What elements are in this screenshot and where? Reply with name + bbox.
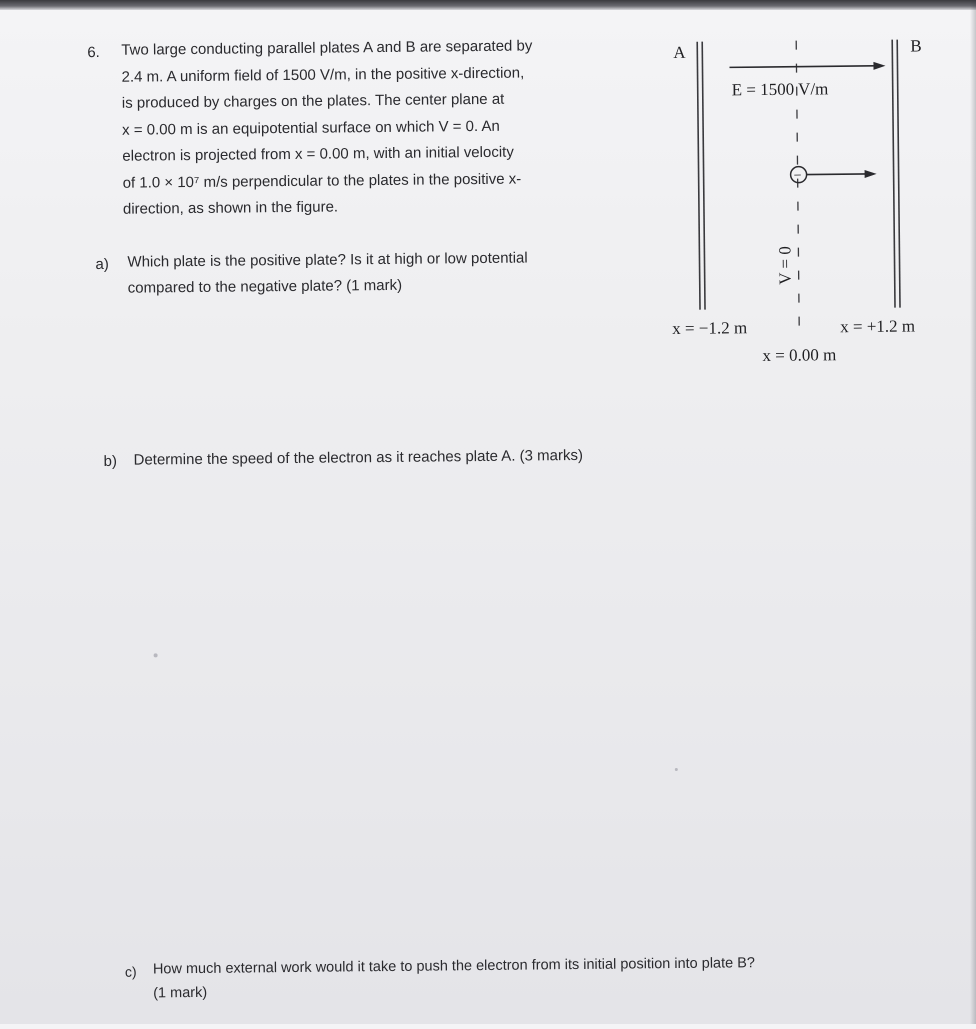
question-number: 6.: [87, 43, 100, 62]
part-a-line: Which plate is the positive plate? Is it at high or low potential: [127, 249, 528, 271]
paper-speck: [154, 653, 158, 657]
center-plane-label: V = 0: [775, 246, 795, 285]
part-c-text: [153, 951, 756, 1005]
intro-line: Two large conducting parallel plates A and B are separated by: [121, 37, 533, 59]
part-c-letter: c): [124, 963, 137, 980]
intro-line: 2.4 m. A uniform field of 1500 V/m, in the positive x-direction,: [121, 64, 525, 86]
field-arrowhead-icon: [873, 62, 885, 70]
intro-line: direction, as shown in the figure.: [122, 198, 339, 218]
plate-a-label: A: [673, 42, 686, 62]
part-a-letter: a): [95, 255, 109, 274]
paper-speck: [675, 768, 678, 771]
part-c-line: How much external work would it take to push the electron from its initial position into plate B?: [152, 955, 756, 978]
plate-a-line: [702, 42, 705, 310]
intro-line: electron is projected from x = 0.00 m, with an initial velocity: [122, 143, 514, 165]
field-label: E = 1500 V/m: [731, 79, 829, 100]
center-plane-label-group: [775, 246, 794, 285]
part-a-text: [127, 245, 528, 301]
center-position-label: x = 0.00 m: [762, 345, 837, 366]
intro-line: is produced by charges on the plates. The center plane at: [121, 90, 505, 112]
field-arrow-line: [729, 66, 873, 68]
right-position-label: x = +1.2 m: [840, 316, 916, 337]
velocity-arrowhead-icon: [865, 170, 877, 178]
velocity-arrow-line: [807, 174, 867, 175]
part-b-text: [133, 443, 583, 474]
intro-line: of 1.0 × 10⁷ m/s perpendicular to the plates in the positive x-: [122, 170, 522, 192]
left-position-label: x = −1.2 m: [672, 318, 748, 338]
part-b-line: Determine the speed of the electron as it reaches plate A. (3 marks): [133, 446, 584, 469]
plate-b-line: [892, 40, 895, 308]
part-b-letter: b): [103, 452, 118, 470]
parallel-plates-figure: [655, 25, 959, 378]
electron-charge-sign: −: [793, 168, 802, 184]
plate-a-line: [697, 42, 700, 310]
part-a-line: compared to the negative plate? (1 mark): [127, 276, 403, 297]
question-intro: [121, 35, 534, 225]
plate-b-label: B: [910, 36, 922, 56]
part-c-line: (1 mark): [153, 984, 208, 1002]
plate-b-line: [897, 40, 900, 308]
intro-line: x = 0.00 m is an equipotential surface on which V = 0. An: [122, 117, 500, 139]
